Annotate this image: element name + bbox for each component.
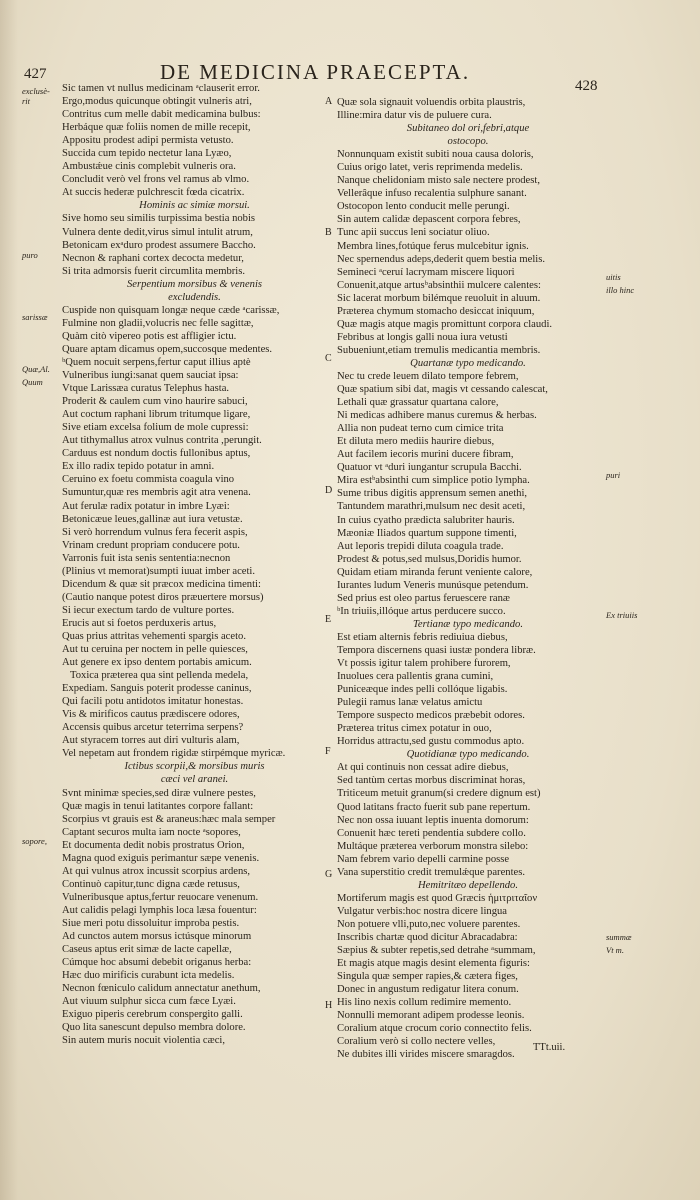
verse-line: Mæoniæ Iliados quartum suppone timenti, (337, 527, 517, 539)
verse-line: Fulmine non gladii,volucris nec felle sagittæ, (62, 317, 254, 329)
left-column (62, 82, 327, 1047)
section-letter-b: B (325, 227, 332, 238)
section-heading: Quartanæ typo medicando. (410, 357, 526, 369)
verse-line: Vis & mirificos cautus prædiscere odores, (62, 709, 240, 721)
section-heading: Subitaneo dol ori,febri,atque (406, 123, 530, 135)
verse-line: Est etiam alternis febris rediuiua diebus, (337, 631, 508, 643)
verse-line: Non potuere vlli,puto,nec voluere parentes. (337, 918, 521, 930)
verse-line: Aut styracem torres aut diri vulturis alam, (62, 735, 240, 747)
verse-line: Inuolues cera pallentis grana cumini, (337, 671, 494, 683)
margin-note-sopore: sopore, (22, 836, 47, 846)
verse-line: Nec spernendus adeps,dederit quem bestia melis. (337, 253, 545, 265)
verse-line: Subueniunt,etiam tremulis medicantia membris. (337, 344, 541, 356)
verse-line: ᵇQuem nocuit serpens,fertur caput illius aptè (62, 356, 251, 368)
verse-line: Febribus at longis galli noua iura vetusti (337, 331, 508, 343)
verse-line: Quæ magis atque magis promittunt corpora claudi. (337, 318, 553, 330)
verse-line: Aut facilem iecoris murini ducere fibram, (337, 449, 514, 461)
verse-line: Siue meri potu dissoluitur improba pestis. (62, 918, 240, 929)
section-heading: ostocopo. (447, 136, 489, 148)
verse-line: Vana superstitio credit tremulǽque parentes. (337, 866, 525, 878)
section-heading: Hominis ac simiæ morsui. (139, 200, 250, 212)
verse-line: At qui continuis non cessat adire diebus, (337, 762, 509, 774)
verse-line: Mortiferum magis est quod Græcis ἡμιτριταῖον (337, 892, 538, 904)
verse-line: Lethali quæ grassatur quartana calore, (337, 397, 499, 409)
verse-line: Nonnulli memorant adipem prodesse leonis. (337, 1010, 525, 1022)
verse-line: Magna quod exiguis perimantur sæpe venenis. (62, 852, 260, 864)
verse-line: Vrinam credunt propriam conducere potu. (62, 539, 240, 551)
verse-line: Quo lita sanescunt depulso membra dolore. (62, 1022, 246, 1034)
verse-line: Si trita admorsis fuerit circumlita membris. (62, 265, 245, 277)
verse-line: Toxica præterea qua sint pellenda medela, (70, 670, 249, 682)
verse-line: Et documenta dedit nobis prostratus Orion, (62, 839, 245, 851)
verse-line: Horridus attractu,sed gustu commodus apto. (337, 736, 525, 748)
verse-line: Quæ sola signauit voluendis orbita plaustris, (337, 97, 526, 108)
verse-line: Multáque præterea verborum monstra silebo: (337, 840, 529, 852)
verse-line: Cúmque hoc absumi debebit origanus herba: (62, 957, 252, 969)
verse-line: Inscribis chartæ quod dicitur Abracadabra: (337, 932, 518, 943)
verse-line: Iurantes ludum Veneris munúsque petendum. (337, 579, 529, 591)
verse-line: Illine:mira datur vis de puluere cura. (337, 110, 492, 122)
page-number-left: 427 (24, 66, 47, 82)
verse-line: Succida cum tepido nectetur lana Lyæo, (62, 148, 232, 160)
verse-line: Herbáque quæ foliis nomen de mille recepit, (62, 122, 251, 134)
section-letter-c: C (325, 353, 332, 364)
margin-note-quum: Quum (22, 377, 43, 387)
verse-line: Sic tamen vt nullus medicinam ᵃclauserit error. (62, 83, 260, 94)
verse-line: Sume tribus digitis apprensum semen anethi, (337, 488, 528, 500)
verse-line: Sæpius & subter repetis,sed detrahe ᵃsummam, (337, 945, 536, 957)
section-letter-e: E (325, 614, 332, 625)
verse-line: Sed prius est oleo partus feruescere ranæ (337, 592, 510, 604)
verse-line: Sed tantùm certas morbus discriminat horas, (337, 775, 526, 787)
verse-line: (Cautio nanque potest diros præuertere morsus) (62, 591, 264, 603)
verse-line: Ni medicas adhibere manus curemus & herbas. (337, 410, 537, 422)
verse-line: Aut ferulæ radix potatur in imbre Lyæi: (62, 500, 230, 512)
verse-line: Aut genere ex ipso dentem portabis amicum. (62, 657, 252, 669)
verse-line: Ex illo radix tepido potatur in amni. (62, 461, 215, 473)
verse-line: Scorpius vt grauis est & araneus:hæc mala semper (62, 813, 276, 825)
verse-line: Sic lacerat morbum bilémque reuoluit in aluum. (337, 292, 541, 304)
verse-line: Dicendum & quæ sit præcox medicina timenti: (62, 578, 261, 590)
page-title: DE MEDICINA PRAECEPTA. (160, 60, 471, 84)
verse-line: Ceruino ex foetu commista coagula vino (62, 474, 235, 486)
verse-line: Et magis atque magis desint elementa figuris: (337, 958, 530, 970)
section-letter-h: H (325, 1000, 333, 1011)
verse-line: Concludit verò vel frons vel ramus ab vlmo. (62, 174, 250, 186)
verse-line: ᵇIn triuiis,illóque artus perducere succo. (337, 605, 506, 617)
section-letter-g: G (325, 869, 333, 880)
verse-line: Sin autem muris nocuit violentia cæci, (62, 1035, 225, 1047)
verse-line: Semineci ᵃceruí lacrymam miscere liquori (337, 266, 515, 278)
verse-line: Contritus cum melle dabit medicamina bulbus: (62, 109, 261, 121)
verse-line: Ne dubites illi virides miscere smaragdos. (337, 1049, 515, 1061)
verse-line: Vel nepetam aut frondem rigidæ stirpémque myricæ. (62, 748, 286, 760)
verse-line: At succis hederæ pulchrescit fœda cicatrix. (62, 187, 245, 199)
verse-line: Vulgatur verbis:hoc nostra dicere lingua (337, 905, 507, 917)
verse-line: Sive etiam excelsa folium de mole cupressi: (62, 422, 249, 434)
verse-line: Aut coctum raphani librum tritumque ligare, (62, 409, 251, 421)
verse-line: Pulegii ramus lanæ velatus amictu (337, 697, 483, 709)
verse-line: Nam febrem vario depelli carmine posse (337, 853, 510, 865)
verse-line: Svnt minimæ species,sed diræ vulnere pestes, (62, 787, 256, 799)
verse-line: Continuò capitur,tunc digna cæde retusus, (62, 878, 240, 890)
verse-line: Et diluta mero mediis haurire diebus, (337, 436, 495, 448)
verse-line: Vellerâque infuso recalentia sulphure sanant. (337, 188, 527, 200)
verse-line: Carduus est nondum doctis fullonibus aptus, (62, 448, 251, 460)
verse-line: Tempore suspecto medicos præbebit odores. (337, 710, 525, 722)
verse-line: Qui facili potu antidotos imitatur honestas. (62, 696, 244, 708)
verse-line: Erucis aut si foetos perduxeris artus, (62, 617, 217, 629)
verse-line: Prodest & potus,sed mulsus,Doridis humor. (337, 553, 522, 565)
verse-line: Sive homo seu similis turpissima bestia nobis (62, 213, 256, 225)
verse-line: Nec non ossa iuuant leptis inuenta domorum: (337, 814, 529, 826)
verse-line: Necnon fœniculo calidum annectatur anethum, (62, 983, 261, 995)
verse-line: Appositu prodest adipi permista vetusto. (62, 135, 234, 147)
signature-mark: TTt.uii. (533, 1042, 566, 1053)
verse-line: Aut tithymallus atrox vulnus contrita ,perungit. (62, 435, 262, 447)
verse-line: At qui vulnus atrox incussit scorpius ardens, (62, 865, 251, 877)
verse-line: Conuenit,atque artusᵇabsinthii mulcere calentes: (337, 279, 541, 291)
verse-line: Puniceæque indes pelli collóque ligabis. (337, 684, 508, 696)
verse-line: Allia non pudeat terno cum cimice trita (337, 423, 504, 435)
verse-line: Coralium atque crocum corio connectito felis. (337, 1023, 532, 1035)
margin-note-puro: puro (22, 250, 38, 260)
verse-line: Ambustǽue cinis complebit vulneris ora. (62, 161, 236, 173)
section-heading: Serpentium morsibus & venenis (126, 278, 263, 290)
verse-line: Conuenit hæc tereti pendentia subdere collo. (337, 827, 526, 839)
verse-line: Ergo,modus quicunque obtingit vulneris atri, (62, 96, 252, 108)
verse-line: Captant securos multa iam nocte ᵃsopores, (62, 826, 241, 838)
verse-line: (Plinius vt memorat)sumpti iuuat imber aceti. (62, 565, 256, 577)
section-letter-d: D (325, 485, 333, 496)
verse-line: Nanque chelidoniam misto sale nectere prodest, (337, 175, 540, 187)
verse-line: Triticeum metuit granum(si credere dignum est) (337, 788, 541, 800)
margin-note-uitis: uitis (606, 272, 621, 282)
verse-line: Caseus aptus erit simæ de lacte capellæ, (62, 944, 232, 956)
verse-line: Membra lines,fotúque ferus mulcebitur ignis. (337, 240, 529, 252)
section-letter-f: F (325, 746, 331, 757)
section-heading: cæci vel aranei. (160, 774, 229, 786)
section-heading: Tertianæ typo medicando. (413, 618, 523, 630)
verse-line: Vt possis igitur talem prohibere furorem, (337, 658, 511, 670)
verse-line: Exiguo piperis cerebrum conspergito galli. (62, 1009, 243, 1021)
verse-line: Donec in angustum redigatur litera conum. (337, 984, 519, 996)
margin-note-ex-triuiis: Ex triuiis (606, 610, 638, 620)
margin-note-sarissa: sarissæ (22, 312, 48, 322)
verse-line: In cuius cyatho prædicta salubriter hauris. (337, 514, 515, 526)
margin-note-puri: puri (606, 470, 621, 480)
verse-line: Quas prius attritas vehementi spargis aceto. (62, 630, 246, 642)
section-heading: excludendis. (168, 291, 221, 303)
verse-line: Vulneribus iungi:sanat quem sauciat ipsa: (62, 370, 239, 382)
verse-line: His lino nexis collum redimire memento. (337, 997, 512, 1009)
verse-line: Quæ spatium sibi dat, magis vt cessando calescat, (337, 384, 548, 396)
verse-line: Mira estᵇabsinthi cum simplice potio lympha. (337, 475, 530, 487)
margin-note-summa: summæ (606, 932, 632, 942)
verse-line: Hæc duo mirificis curabunt icta medelis. (62, 970, 235, 982)
margin-note-vt-m: Vt m. (606, 945, 624, 955)
margin-note-qua-al: Quæ,Al. (22, 364, 50, 374)
verse-line: Tunc apii succus leni sociatur oliuo. (337, 227, 490, 239)
verse-line: Betonicam exᵃduro prodest assumere Baccho. (62, 239, 256, 251)
verse-line: Betonicæue leues,gallinæ aut iura vetustæ. (62, 513, 243, 525)
verse-line: Nec tu crede leuem dilato tempore febrem, (337, 370, 519, 382)
margin-note-excluserit: exclusè-rit (22, 86, 50, 106)
verse-line: Tantundem marathri,mulsum nec desit aceti, (337, 501, 526, 513)
section-letter-a: A (325, 96, 333, 107)
verse-line: Ostocopon lento conducit melle perungi. (337, 201, 510, 213)
verse-line: Sumuntur,quæ res membris agit atra venena. (62, 487, 251, 499)
verse-line: Vulnera dente dedit,virus simul intulit atrum, (62, 226, 253, 238)
verse-line: Quæ magis in tenui latitantes corpore fallant: (62, 800, 254, 812)
verse-line: Tempora discernens quasi iustæ pondera libræ. (337, 644, 536, 656)
verse-line: Quidam etiam miranda ferunt veniente calore, (337, 566, 533, 578)
verse-line: Præterea tritus cimex potatur in ouo, (337, 723, 492, 735)
verse-line: Necnon & raphani cortex decocta medetur, (62, 252, 244, 264)
verse-line: Accensis quibus arcetur teterrima serpens? (62, 722, 244, 734)
page-number-right: 428 (575, 78, 598, 94)
verse-line: Quatuor vt ᵃduri iungantur scrupula Bacchi. (337, 462, 522, 474)
verse-line: Si verò horrendum vulnus fera fecerit aspis, (62, 526, 248, 538)
verse-line: Aut calidis pelagi lymphis loca læsa fouentur: (62, 904, 257, 916)
section-heading: Ictibus scorpii,& morsibus muris (124, 761, 265, 773)
verse-line: Aut leporis trepidi diluta coagula trade. (337, 540, 504, 552)
verse-line: Vtque Larissæa curatus Telephus hasta. (62, 383, 230, 395)
verse-line: Quare aptam dicamus opem,succosque medentes. (62, 343, 273, 355)
verse-line: Præterea chymum stomacho desiccat iniquum, (337, 305, 535, 317)
verse-line: Ad cunctos autem morsus ictúsque minorum (62, 931, 252, 943)
verse-line: Vulneribusque aptus,fertur reuocare venenum. (62, 891, 259, 903)
verse-line: Proderit & caulem cum vino haurire sabuci, (62, 396, 248, 408)
verse-line: Quod latitans fracto fuerit sub pane repertum. (337, 801, 531, 813)
verse-line: Varronis fuit ista senis sententia:necnon (62, 552, 231, 564)
section-heading: Quotidianæ typo medicando. (406, 749, 530, 761)
verse-line: Cuspide non quisquam longæ neque cæde ᵃcarissæ, (62, 304, 280, 316)
section-heading: Hemitritæo depellendo. (417, 879, 519, 891)
margin-note-illo-hinc: illo hinc (606, 285, 635, 295)
verse-line: Aut viuum sulphur sicca cum fæce Lyæi. (62, 996, 236, 1008)
verse-line: Aut tu ceruina per noctem in pelle quiesces, (62, 644, 248, 656)
verse-line: Expediam. Sanguis poterit prodesse caninus, (62, 683, 252, 695)
verse-line: Sin autem calidæ depascent corpora febres, (337, 214, 521, 226)
verse-line: Coralium verò si collo nectere velles, (337, 1036, 496, 1048)
verse-line: Cuius origo latet, veris reprimenda medelis. (337, 162, 523, 174)
verse-line: Singula quæ semper rapies,& cætera figes, (337, 971, 518, 983)
right-column (337, 96, 599, 1061)
verse-line: Quàm citò vipereo potis est affligier ictu. (62, 330, 237, 342)
verse-line: Si iecur exectum tardo de vulture portes. (62, 604, 235, 616)
verse-line: Nonnunquam existit subiti noua causa doloris, (337, 149, 534, 161)
